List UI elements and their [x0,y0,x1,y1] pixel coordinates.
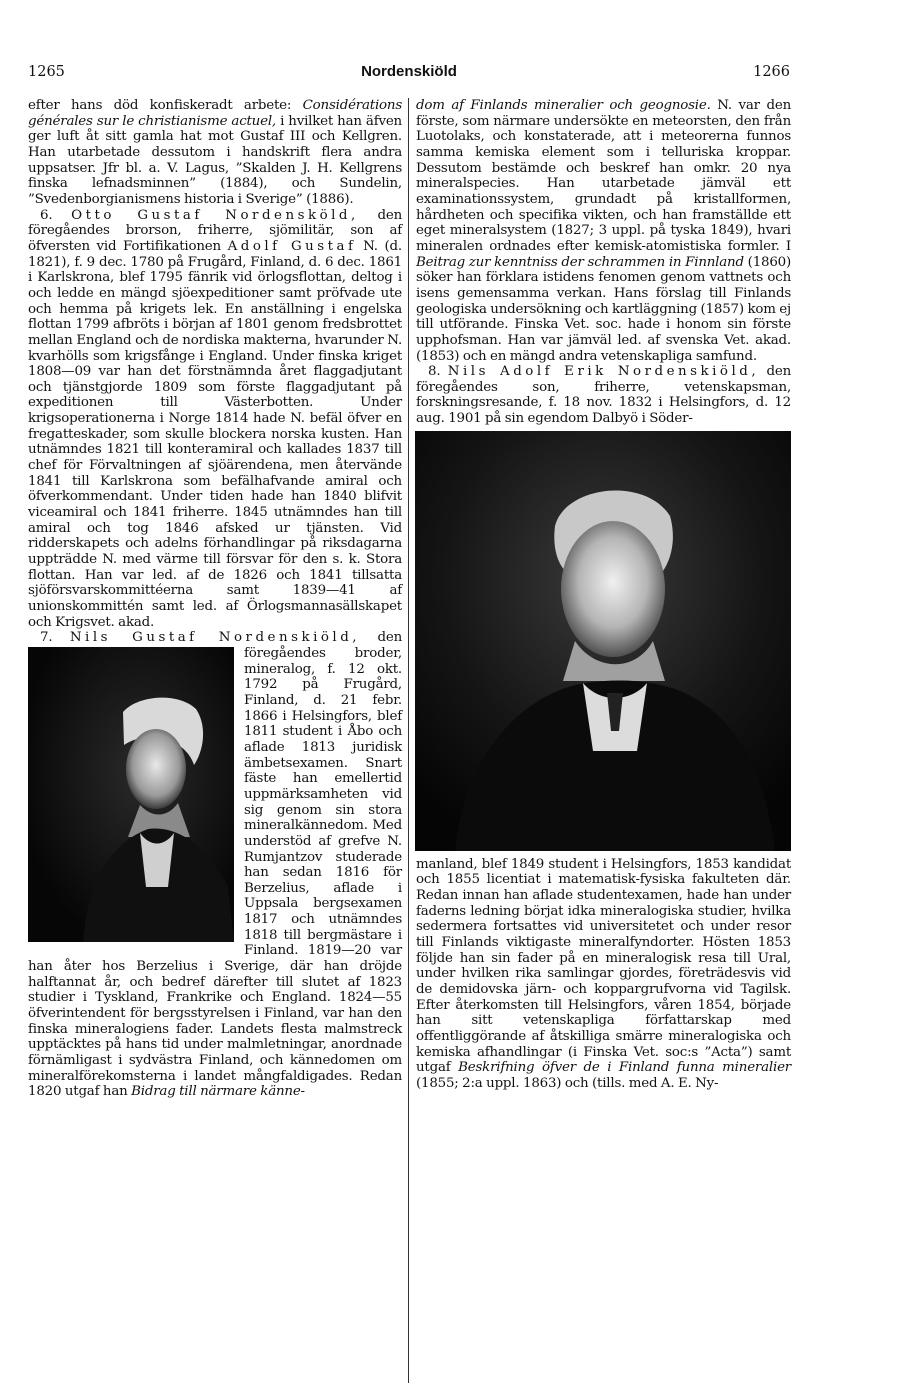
page-header [28,64,790,86]
spaced-name: Adolf Gustaf [227,238,357,254]
entry-name: Otto Gustaf Nordensköld, [71,207,359,223]
italic-title: Beskrifning öfver de i Finland funna mineralier [458,1060,791,1076]
entry-8 [416,364,791,427]
paragraph-continuation [28,98,402,208]
paragraph-continuation [416,857,791,1092]
portrait-photo-nils-gustaf [28,647,234,942]
text-run: manland, blef 1849 student i Helsingfors, 1853 kandidat och 1855 licentiat i matematisk-fysiska fakulteten där. Redan innan han aflade studentexamen, hade han under faderns ledning börjat idka mineralogiska studier, hvilka sedermera fortsattes vid universitetet och under resor till Finlands viktigaste mineralfyndorter. Hösten 1853 följde han sin fader på en mineralogisk resa till Ural, under hvilken rika samlingar gjordes, företrädesvis vid de demidovska järn- och koppargrufvorna vid Tagilsk. Efter återkomsten till Helsingfors, våren 1854, började han sitt vetenskapliga författarskap med offentliggörande af åtskilliga smärre mineralogiska och kemiska afhandlingar (i Finska Vet. soc:s ”Acta”) samt utgaf [416,856,791,1076]
entry-name: Nils Gustaf Nordenskiöld, [69,630,361,646]
italic-title: Beitrag zur kenntniss der schrammen in Finnland [416,254,744,270]
running-title: Nordenskiöld [361,63,457,80]
text-run: den föregåendes broder, mineralog, f. 12 okt. 1792 på Frugård, Finland, d. 21 febr. 1866 i Helsingfors, blef 1811 student i Åbo och aflade 1813 juridisk ämbetsexamen. Snart fäste han emellertid uppmärksamheten vid sig genom sin stora mineralkännedom. Med understöd af grefve N. Rumjantzov studerade han sedan 1816 för Berzelius, aflade i Uppsala bergsexamen 1817 och utnämndes 1818 till bergmästare i Finland. 1819—20 var han åter hos Berzelius i Sverige, där han dröjde halftannat år, och bedref därefter till slutet af 1823 studier i Tyskland, Frankrike och England. 1824—55 öfverintendent för bergsstyrelsen i Finland, var han den finska mineralogiens fader. Landets flesta malmstreck upptäcktes på hans tid under malmletningar, anordnade förnämligast i sydvästra Finland, och kännedomen om mineralförekomsterna i landet mångfaldigades. Redan 1820 utgaf han [28,630,402,1100]
italic-title: dom af Finlands mineralier och geognosie. [416,98,711,113]
page-number-left: 1265 [28,64,65,80]
right-column [416,98,791,1092]
text-run: (1860) söker han förklara istidens fenomen genom vattnets och isens gemensamma verkan. Hans förslag till Finlands geologiska undersökning och kartläggning (1857) kom ej till utförande. Finska Vet. soc. hade i honom sin förste upphofsman. Han var jämväl led. af svenska Vet. akad. (1853) och en mängd andra vetenskapliga samfund. [416,254,791,364]
paragraph-continuation [416,98,791,364]
entry-7 [28,630,402,1100]
entry-name: Nils Adolf Erik Nordenskiöld, [447,364,760,380]
entry-number: 7. [40,630,70,646]
left-column [28,98,402,1100]
italic-title: Considérations générales sur le christianisme actuel, [28,98,402,129]
italic-title: Bidrag till närmare känne- [131,1084,305,1100]
page-number-right: 1266 [753,64,790,80]
text-run: (1855; 2:a uppl. 1863) och (tills. med A. E. Ny- [416,1075,719,1091]
entry-number: 8. [428,364,448,380]
text-run: N. var den förste, som närmare undersökte en meteorsten, den från Luotolaks, och konstaterade, att i meteorerna funnos samma kemiska element som i telluriska kroppar. Dessutom bestämde och beskref han omkr. 20 nya mineralspecies. Han utarbetade jämväl ett examinationssystem, grundadt på kristallformen, hårdheten och specifika vikten, och han framställde ett eget mineralsystem (1827; 3 uppl. på tyska 1849), hvari mineralen ordnades efter kemisk-atomistiska formler. I [416,98,791,254]
text-run: efter hans död konfiskeradt arbete: [28,98,303,113]
text-run: den föregåendes brorson, friherre, sjömilitär, son af öfversten vid Fortifikationen [28,207,402,254]
text-run: i hvilket han äfven ger luft åt sitt gamla hat mot Gustaf III och Kellgren. Han utarbetade dessutom i handskrift flera andra uppsatser. Jfr bl. a. V. Lagus, ”Skalden J. H. Kellgrens finska lefnadsminnen” (1884), och Sundelin, ”Svedenborgianismens historia i Sverige” (1886). [28,113,402,207]
text-run: den föregåendes son, friherre, vetenskapsman, forskningsresande, f. 18 nov. 1832 i Helsingfors, d. 12 aug. 1901 på sin egendom Dalbyö i Söder- [416,364,792,427]
entry-number: 6. [40,207,72,223]
portrait-photo-nils-adolf-erik [415,431,791,851]
entry-6 [28,208,402,631]
column-divider [408,98,409,1383]
text-run: N. (d. 1821), f. 9 dec. 1780 på Frugård, Finland, d. 6 dec. 1861 i Karlskrona, blef 1795 fänrik vid örlogsflottan, deltog i och ledde en mängd sjöexpeditioner samt pröfvade ute och hemma på krigets lek. En anställning i engelska flottan 1799 afbröts i början af 1801 genom fredsbrottet mellan England och de nordiska makterna, hvarunder N. kvarhölls som krigsfånge i England. Under finska kriget 1808—09 var han det förstnämnda året flaggadjutant och tjänstgjorde 1809 som förste flaggadjutant på expeditionen till Västerbotten. Under krigsoperationerna i Norge 1814 hade N. befäl öfver en fregatteskader, som skulle blockera norska kusten. Han utnämndes 1821 till konteramiral och kallades 1837 till chef för Förvaltningen af sjöärendena, men återvände 1841 till Karlskrona som befälhafvande amiral och öfverkommendant. Under tiden hade han 1840 blifvit viceamiral och 1841 friherre. 1845 utnämndes han till amiral och tog 1846 afsked ur tjänsten. Vid ridderskapets och adelns förhandlingar på riksdagarna uppträdde N. med värme till försvar för den s. k. Stora flottan. Han var led. af de 1826 och 1841 tillsatta sjöförsvarskommittéerna samt 1839—41 af unionskommittén samt led. af Örlogsmannasällskapet och Krigsvet. akad. [28,238,402,630]
